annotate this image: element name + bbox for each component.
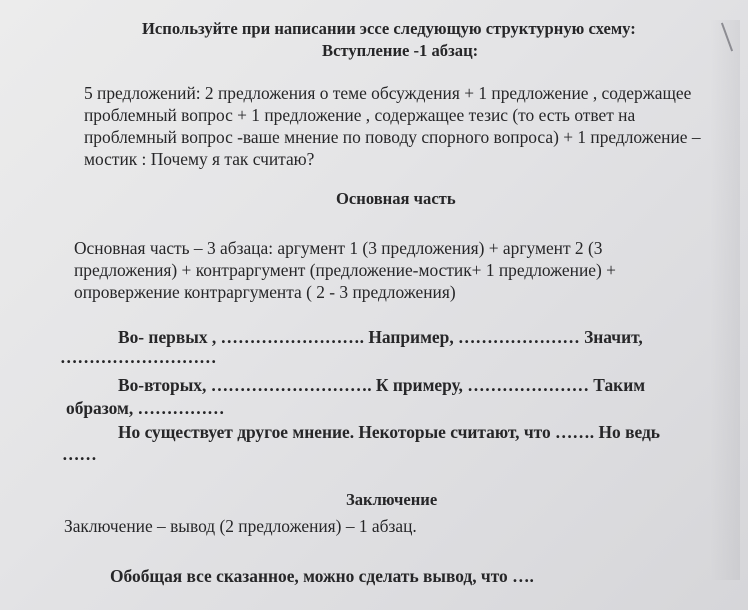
template-counterargument: Но существует другое мнение. Некоторые считают, что ……. Но ведь: [118, 422, 660, 442]
template-first-argument-cont: ………………………: [60, 347, 217, 367]
intro-line-4: мостик : Почему я так считаю?: [84, 149, 315, 169]
paper-shadow: [710, 20, 740, 580]
document-title: Используйте при написании эссе следующую структурную схему:: [142, 19, 636, 38]
template-counterargument-cont: ……: [62, 444, 97, 464]
main-line-2: предложения) + контраргумент (предложение-мостик+ 1 предложение) +: [74, 260, 616, 280]
conclusion-heading: Заключение: [346, 490, 438, 509]
final-phrase: Обобщая все сказанное, можно сделать вывод, что ….: [110, 566, 534, 586]
main-heading: Основная часть: [336, 189, 456, 208]
template-second-argument: Во-вторых, ………………………. К примеру, ………………… Таким: [118, 375, 646, 395]
template-first-argument: Во- первых , ……………………. Например, ………………… Значит,: [118, 327, 643, 347]
main-line-1: Основная часть – 3 абзаца: аргумент 1 (3 предложения) + аргумент 2 (3: [74, 238, 603, 258]
intro-line-2: проблемный вопрос + 1 предложение , содержащее тезис (то есть ответ на: [84, 105, 636, 125]
conclusion-text: Заключение – вывод (2 предложения) – 1 абзац.: [64, 516, 417, 536]
intro-line-1: 5 предложений: 2 предложения о теме обсуждения + 1 предложение , содержащее: [84, 83, 692, 103]
main-line-3: опровержение контраргумента ( 2 - 3 предложения): [74, 282, 456, 302]
intro-heading: Вступление -1 абзац:: [322, 41, 479, 60]
intro-line-3: проблемный вопрос -ваше мнение по поводу спорного вопроса) + 1 предложение –: [84, 127, 701, 147]
template-second-argument-cont: образом, ……………: [66, 398, 225, 418]
